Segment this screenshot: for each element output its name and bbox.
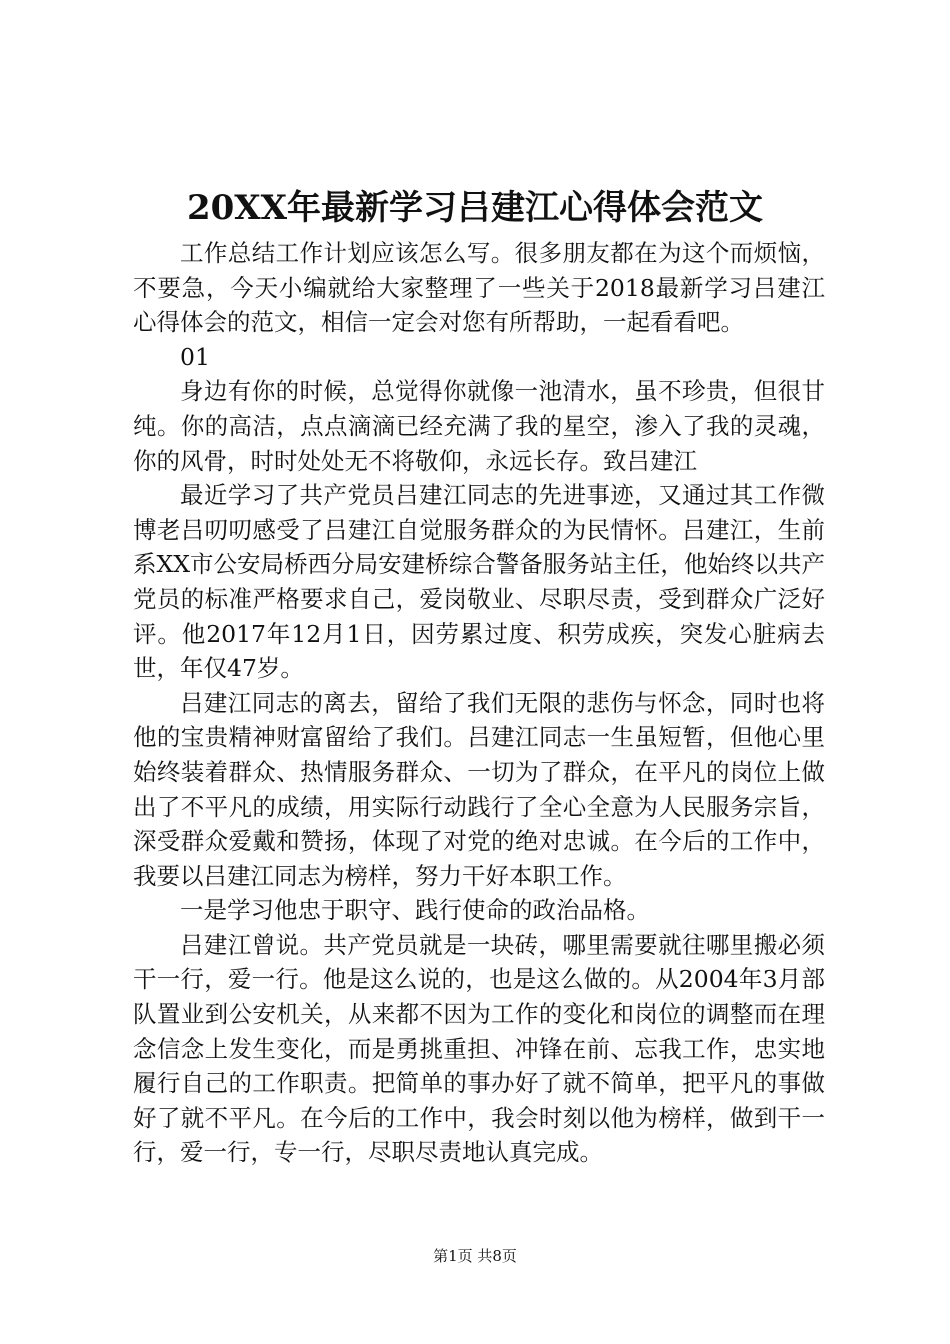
paragraph-tribute: 身边有你的时候，总觉得你就像一池清水，虽不珍贵，但很甘纯。你的高洁，点点滴滴已经充满了我的星空，渗入了我的灵魂，你的风骨，时时处处无不将敬仰，永远长存。致吕建江 xyxy=(133,377,825,475)
paragraph-section-number: 01 xyxy=(180,342,210,371)
paragraph-legacy: 吕建江同志的离去，留给了我们无限的悲伤与怀念，同时也将他的宝贵精神财富留给了我们。吕建江同志一生虽短暂，但他心里始终装着群众、热情服务群众、一切为了群众，在平凡的岗位上做出了不平凡的成绩，用实际行动践行了全心全意为人民服务宗旨，深受群众爱戴和赞扬，体现了对党的绝对忠诚。在今后的工作中，我要以吕建江同志为榜样，努力干好本职工作。 xyxy=(133,688,825,890)
page-footer: 第1页 共8页 xyxy=(433,1247,517,1265)
paragraph-point-one: 一是学习他忠于职守、践行使命的政治品格。 xyxy=(180,896,650,925)
paragraph-background: 最近学习了共产党员吕建江同志的先进事迹，又通过其工作微博老吕叨叨感受了吕建江自觉服务群众的为民情怀。吕建江，生前系XX市公安局桥西分局安建桥综合警备服务站主任，他始终以共产党员的标准严格要求自己，爱岗敬业、尽职尽责，受到群众广泛好评。他2017年12月1日，因劳累过度、积劳成疾，突发心脏病去世，年仅47岁。 xyxy=(133,481,825,683)
document-title: 20XX年最新学习吕建江心得体会范文 xyxy=(186,188,764,228)
document-body xyxy=(133,236,825,1170)
paragraph-quote: 吕建江曾说。共产党员就是一块砖，哪里需要就往哪里搬必须干一行，爱一行。他是这么说的，也是这么做的。从2004年3月部队置业到公安机关，从来都不因为工作的变化和岗位的调整而在理念信念上发生变化，而是勇挑重担、冲锋在前、忘我工作，忠实地履行自己的工作职责。把简单的事办好了就不简单，把平凡的事做好了就不平凡。在今后的工作中，我会时刻以他为榜样，做到干一行，爱一行，专一行，尽职尽责地认真完成。 xyxy=(133,930,825,1167)
paragraph-intro: 工作总结工作计划应该怎么写。很多朋友都在为这个而烦恼，不要急，今天小编就给大家整理了一些关于2018最新学习吕建江心得体会的范文，相信一定会对您有所帮助，一起看看吧。 xyxy=(133,239,825,337)
